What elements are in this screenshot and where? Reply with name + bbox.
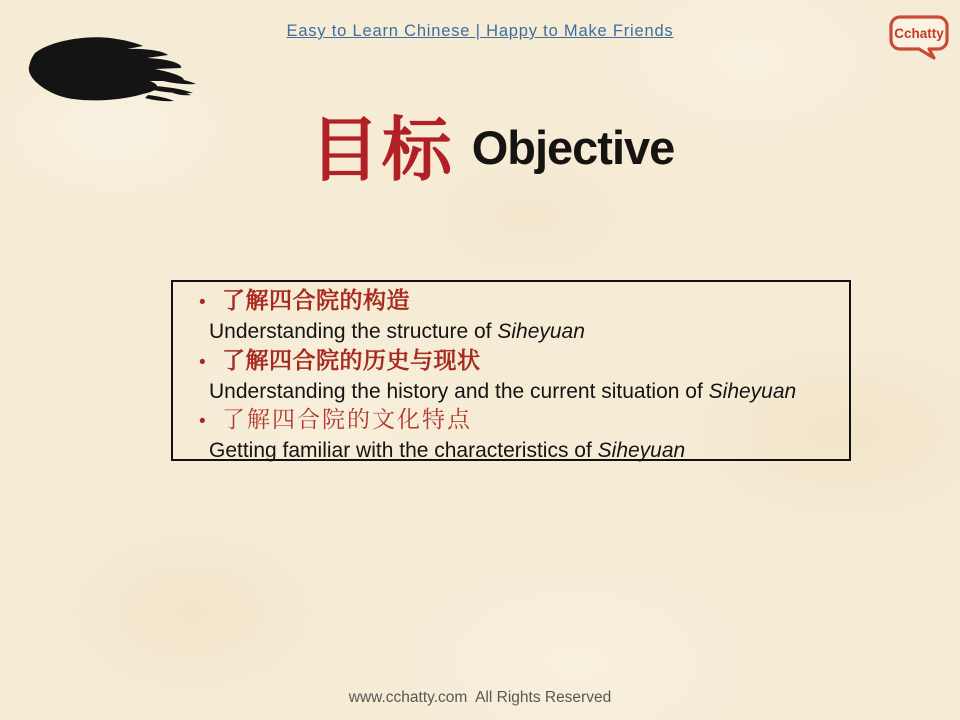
objective-2-english: Understanding the history and the current situation of: [209, 380, 709, 403]
header-link[interactable]: Easy to Learn Chinese | Happy to Make Friends: [286, 22, 674, 40]
objective-1-term: Siheyuan: [497, 320, 585, 343]
objective-1-chinese-line: [173, 286, 849, 317]
footer-copyright: www.cchatty.com All Rights Reserved: [348, 689, 612, 706]
title-english: Objective: [471, 121, 675, 174]
objective-2-english-line: [173, 377, 849, 406]
logo-text: Cchatty: [894, 26, 944, 41]
objective-3-term: Siheyuan: [597, 439, 686, 462]
objective-1-english-line: [173, 317, 849, 346]
brush-stroke-graphic: [25, 30, 200, 112]
objective-1-chinese: 了解四合院的构造: [222, 287, 410, 314]
objective-1-english: Understanding the structure of: [209, 320, 498, 343]
objective-2-chinese-line: [173, 346, 849, 377]
bullet-icon: •: [199, 352, 206, 373]
objective-3-chinese: 了解四合院的文化特点: [222, 407, 472, 433]
objective-3-chinese-line: [173, 406, 849, 436]
objective-2-term: Siheyuan: [708, 380, 797, 403]
objective-3-english-line: [173, 436, 849, 465]
bullet-icon: •: [199, 292, 206, 313]
title-chinese: 目标: [309, 108, 454, 191]
cchatty-logo: [888, 13, 950, 61]
objective-2-chinese: 了解四合院的历史与现状: [222, 347, 481, 374]
bullet-icon: •: [199, 411, 206, 432]
objective-3-english: Getting familiar with the characteristics of: [209, 439, 598, 462]
objectives-box: [171, 280, 851, 461]
slide-title: [0, 108, 960, 192]
